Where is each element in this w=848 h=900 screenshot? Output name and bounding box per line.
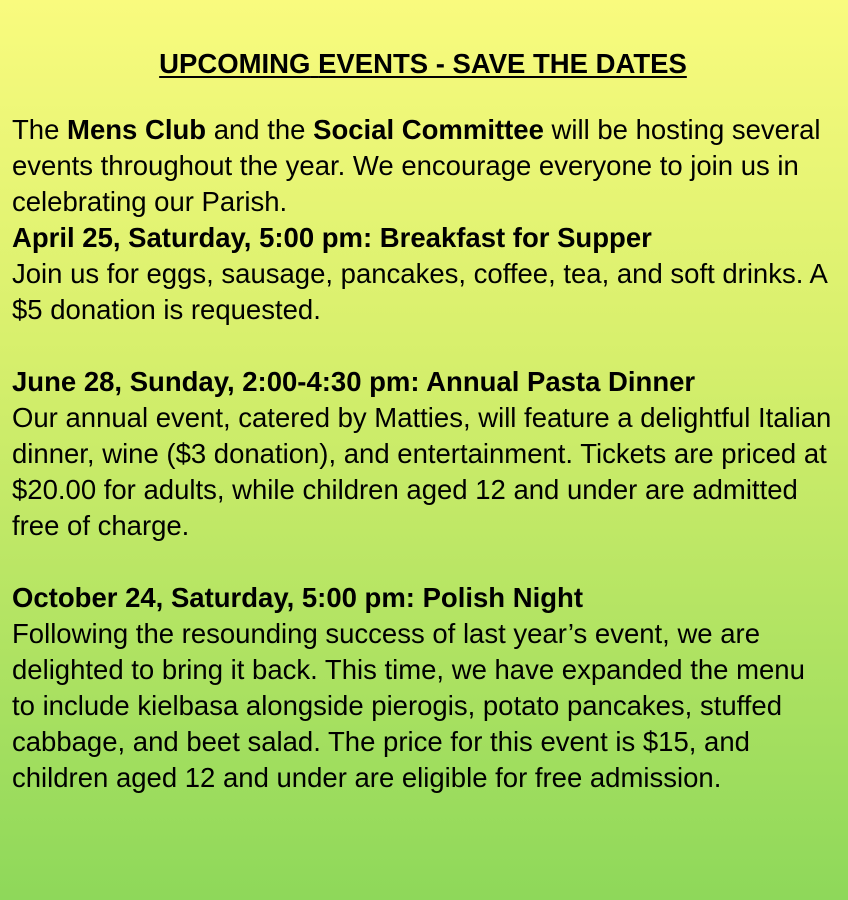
event-description: Join us for eggs, sausage, pancakes, coffee, tea, and soft drinks. A $5 donation is requested.	[12, 258, 827, 325]
event-description: Following the resounding success of last year’s event, we are delighted to bring it back. This time, we have expanded the menu to include kielbasa alongside pierogis, potato pancakes, stuffed cabbage, and beet salad. The price for this event is $15, and children aged 12 and under are eligible for free admission.	[12, 618, 805, 793]
spacer	[12, 328, 834, 364]
event-breakfast-for-supper	[12, 220, 834, 328]
event-heading: June 28, Sunday, 2:00-4:30 pm: Annual Pasta Dinner	[12, 366, 696, 397]
event-annual-pasta-dinner	[12, 364, 834, 544]
title-part-2: EVENTS - SAVE THE DATES	[318, 48, 687, 79]
intro-paragraph	[12, 112, 834, 220]
page-title	[12, 0, 834, 84]
intro-text-3: will be hosting several events throughout the year. We encourage everyone to join us in celebrating our Parish.	[12, 114, 821, 217]
mens-club-name: Mens Club	[67, 114, 207, 145]
event-heading: October 24, Saturday, 5:00 pm: Polish Night	[12, 582, 584, 613]
event-polish-night	[12, 580, 834, 796]
event-description: Our annual event, catered by Matties, will feature a delightful Italian dinner, wine ($3 donation), and entertainment. Tickets are priced at $20.00 for adults, while children aged 12 and under are admitted free of charge.	[12, 402, 832, 541]
intro-text-1: The	[12, 114, 68, 145]
title-part-1: UPCOMING	[159, 48, 311, 79]
spacer	[12, 544, 834, 580]
social-committee-name: Social Committee	[313, 114, 544, 145]
intro-text-2: and the	[206, 114, 314, 145]
event-heading: April 25, Saturday, 5:00 pm: Breakfast for Supper	[12, 222, 652, 253]
